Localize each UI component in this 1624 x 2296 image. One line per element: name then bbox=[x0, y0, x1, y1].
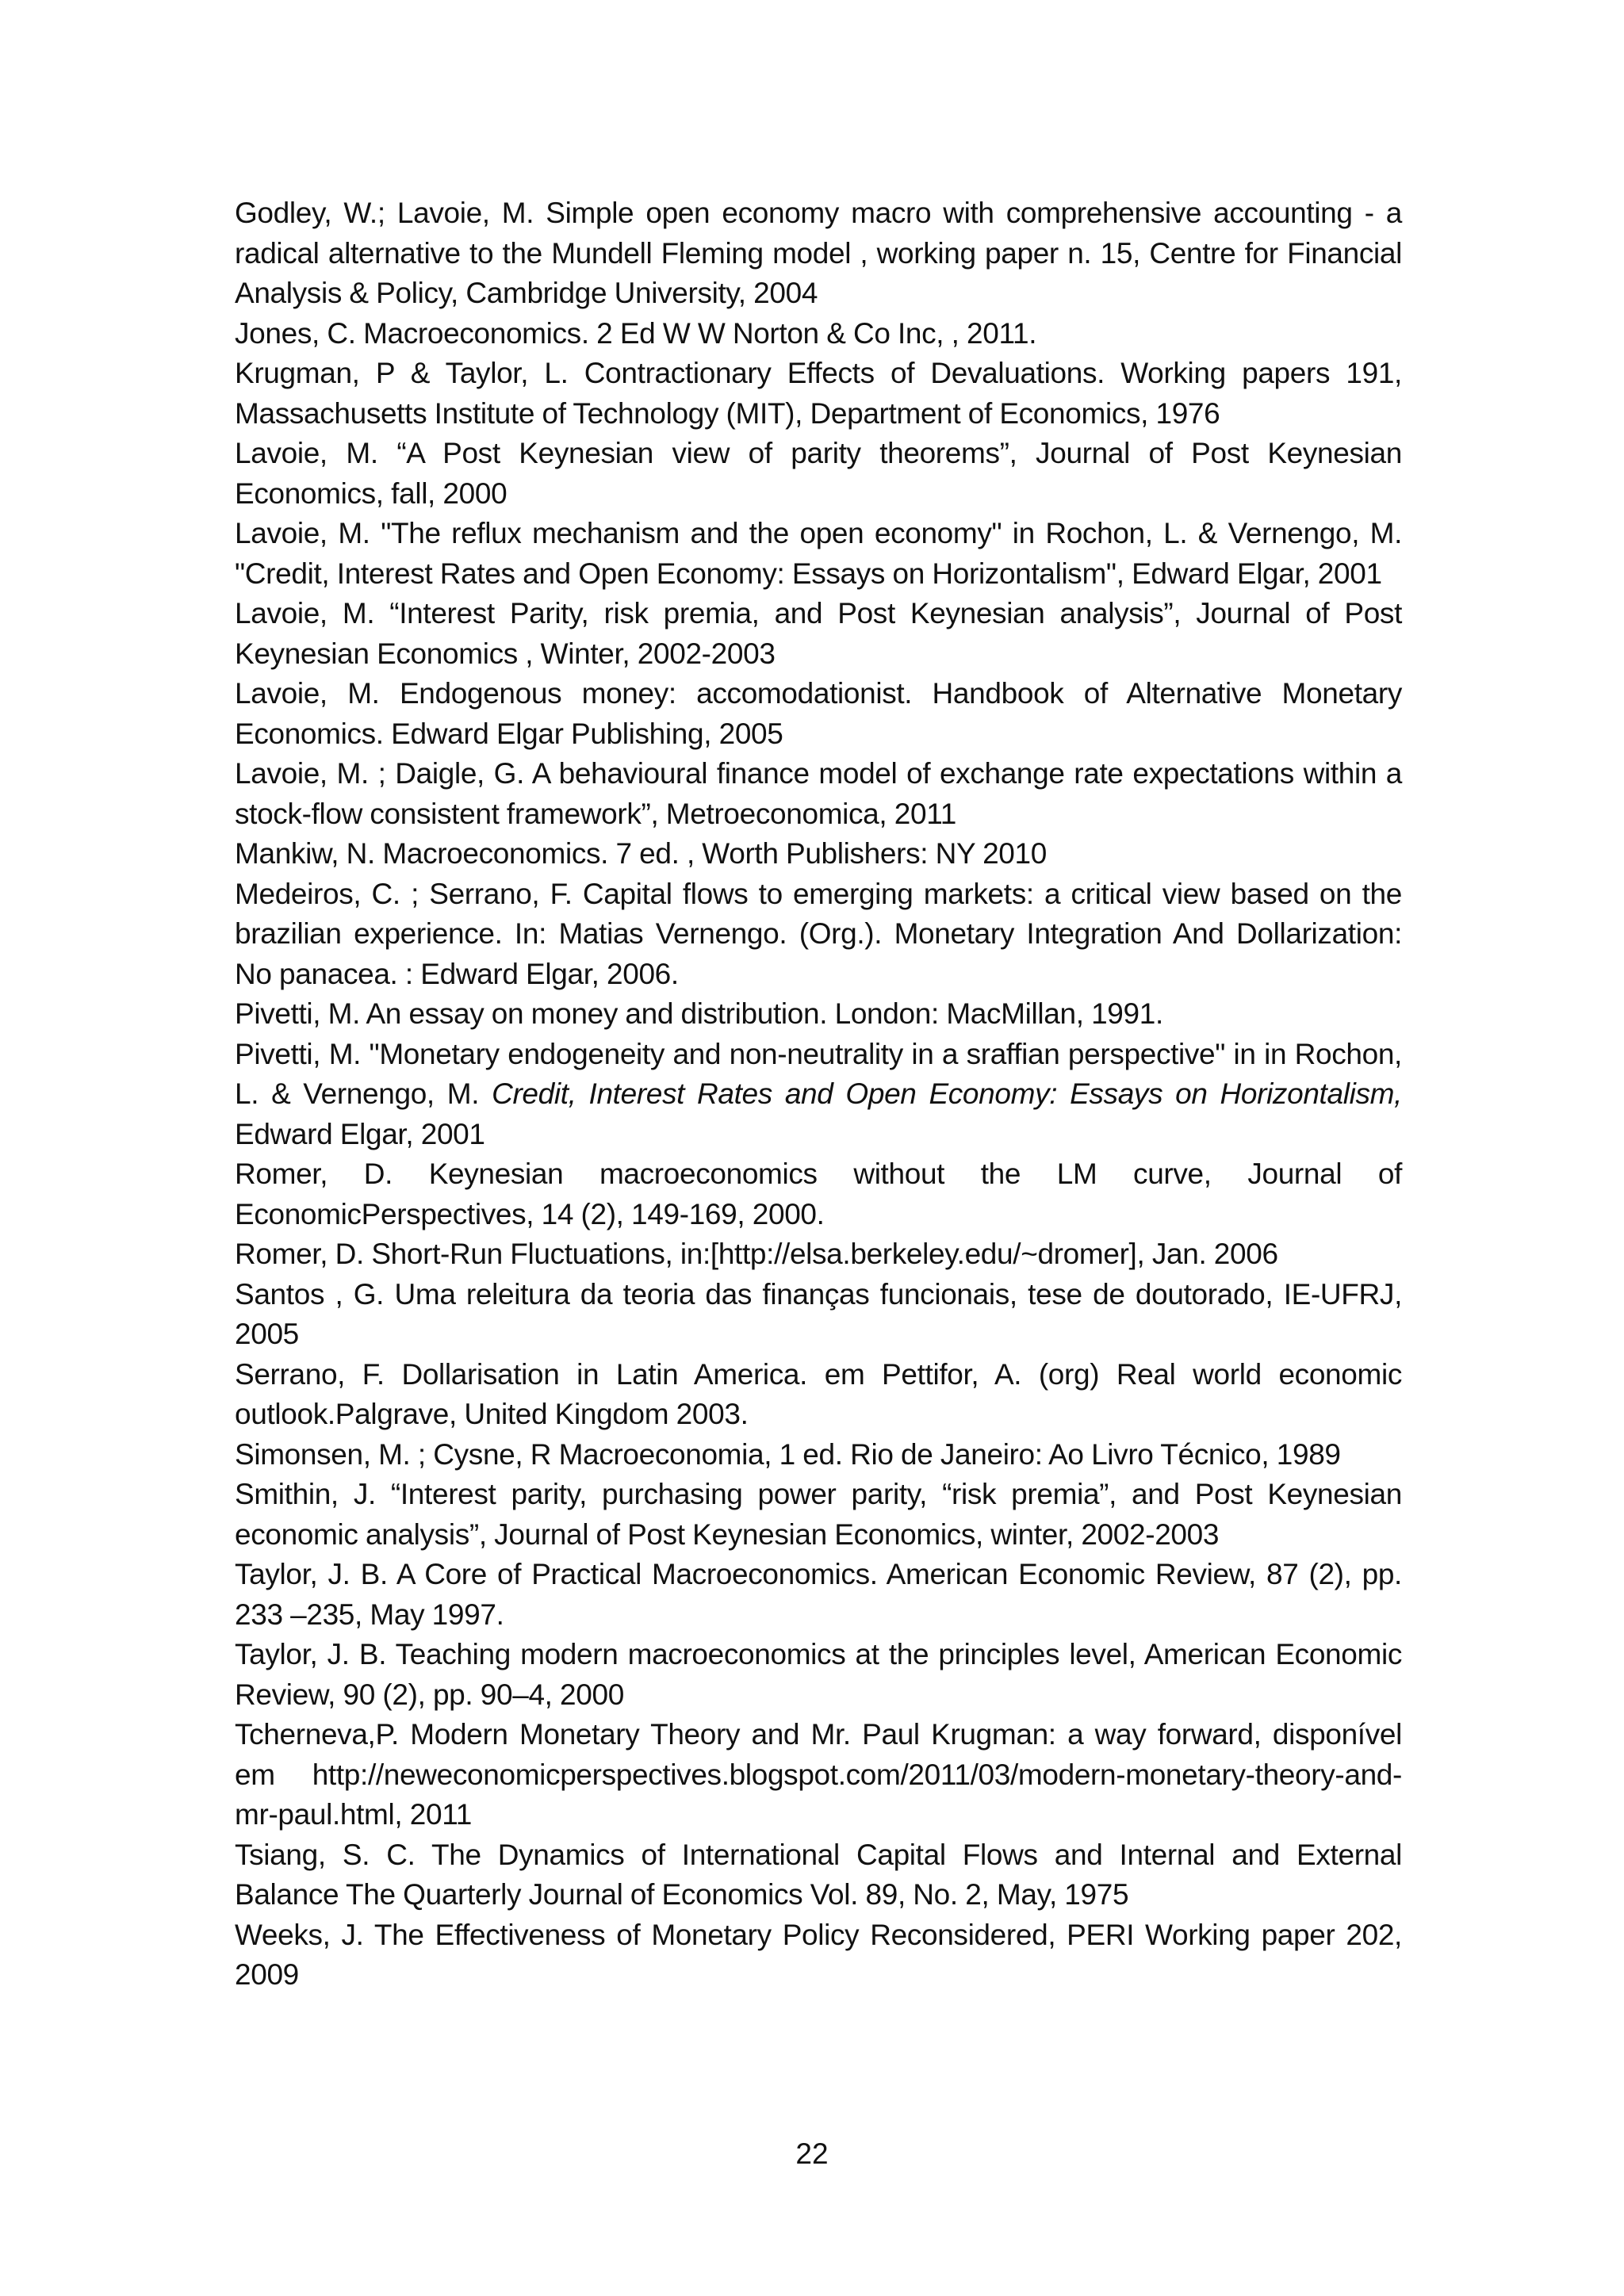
reference-entry: Serrano, F. Dollarisation in Latin America. em Pettifor, A. (org) Real world economic outlook.Palgrave, United Kingdom 2003. bbox=[235, 1357, 1402, 1430]
reference-entry: Romer, D. Short-Run Fluctuations, in:[http://elsa.berkeley.edu/~dromer], Jan. 2006 bbox=[235, 1238, 1278, 1270]
reference-entry: Weeks, J. The Effectiveness of Monetary Policy Reconsidered, PERI Working paper 202, 2009 bbox=[235, 1918, 1402, 1991]
page-number: 22 bbox=[795, 2137, 829, 2170]
reference-entry: Krugman, P & Taylor, L. Contractionary Effects of Devaluations. Working papers 191, Massachusetts Institute of Technology (MIT), Department of Economics, 1976 bbox=[235, 357, 1402, 430]
reference-entry: Lavoie, M. “Interest Parity, risk premia, and Post Keynesian analysis”, Journal of Post Keynesian Economics , Winter, 2002-2003 bbox=[235, 597, 1402, 670]
reference-entry: Tcherneva,P. Modern Monetary Theory and Mr. Paul Krugman: a way forward, disponível em http://neweconomicperspectives.blogspot.com/2011/03/modern-monetary-theory-and-mr-paul.html, 2011 bbox=[235, 1718, 1402, 1831]
reference-text: Edward Elgar, 2001 bbox=[235, 1117, 485, 1150]
reference-entry: Taylor, J. B. Teaching modern macroeconomics at the principles level, American Economic Review, 90 (2), pp. 90–4, 2000 bbox=[235, 1638, 1402, 1711]
reference-list bbox=[235, 193, 1402, 1996]
reference-italic-title: Credit, Interest Rates and Open Economy: Essays on Horizontalism, bbox=[492, 1077, 1402, 1110]
reference-entry: Medeiros, C. ; Serrano, F. Capital flows to emerging markets: a critical view based on the brazilian experience. In: Matias Vernengo. (Org.). Monetary Integration And Dollarization: No panacea. : Edward Elgar, 2006. bbox=[235, 877, 1402, 990]
reference-entry: Santos , G. Uma releitura da teoria das finanças funcionais, tese de doutorado, IE-UFRJ, 2005 bbox=[235, 1277, 1402, 1350]
reference-entry: Pivetti, M. An essay on money and distribution. London: MacMillan, 1991. bbox=[235, 997, 1163, 1030]
reference-entry: Taylor, J. B. A Core of Practical Macroeconomics. American Economic Review, 87 (2), pp. 233 –235, May 1997. bbox=[235, 1558, 1402, 1631]
reference-entry: Jones, C. Macroeconomics. 2 Ed W W Norton & Co Inc, , 2011. bbox=[235, 316, 1037, 350]
reference-entry: Godley, W.; Lavoie, M. Simple open economy macro with comprehensive accounting - a radical alternative to the Mundell Fleming model , working paper n. 15, Centre for Financial Analysis & Policy, Cambridge University, 2004 bbox=[235, 197, 1402, 309]
reference-entry: Lavoie, M. ; Daigle, G. A behavioural finance model of exchange rate expectations within a stock-flow consistent framework”, Metroeconomica, 2011 bbox=[235, 757, 1402, 830]
reference-text: Pivetti, M. "Monetary endogeneity and non-neutrality in a sraffian perspective" in in Rochon, L. & Vernengo, M. bbox=[235, 1037, 1402, 1110]
reference-entry: Romer, D. Keynesian macroeconomics without the LM curve, Journal of EconomicPerspectives, 14 (2), 149-169, 2000. bbox=[235, 1158, 1402, 1230]
reference-entry: Simonsen, M. ; Cysne, R Macroeconomia, 1 ed. Rio de Janeiro: Ao Livro Técnico, 1989 bbox=[235, 1437, 1341, 1471]
reference-entry: Lavoie, M. “A Post Keynesian view of parity theorems”, Journal of Post Keynesian Economics, fall, 2000 bbox=[235, 437, 1402, 510]
reference-entry: Lavoie, M. Endogenous money: accomodationist. Handbook of Alternative Monetary Economics. Edward Elgar Publishing, 2005 bbox=[235, 677, 1402, 750]
reference-entry: Tsiang, S. C. The Dynamics of International Capital Flows and Internal and External Balance The Quarterly Journal of Economics Vol. 89, No. 2, May, 1975 bbox=[235, 1838, 1402, 1911]
reference-entry: Lavoie, M. "The reflux mechanism and the open economy" in Rochon, L. & Vernengo, M. "Credit, Interest Rates and Open Economy: Essays on Horizontalism", Edward Elgar, 2001 bbox=[235, 517, 1402, 590]
reference-entry: Smithin, J. “Interest parity, purchasing power parity, “risk premia”, and Post Keynesian economic analysis”, Journal of Post Keynesian Economics, winter, 2002-2003 bbox=[235, 1478, 1402, 1551]
reference-entry: Mankiw, N. Macroeconomics. 7 ed. , Worth Publishers: NY 2010 bbox=[235, 837, 1047, 870]
reference-entry bbox=[235, 1035, 1402, 1155]
